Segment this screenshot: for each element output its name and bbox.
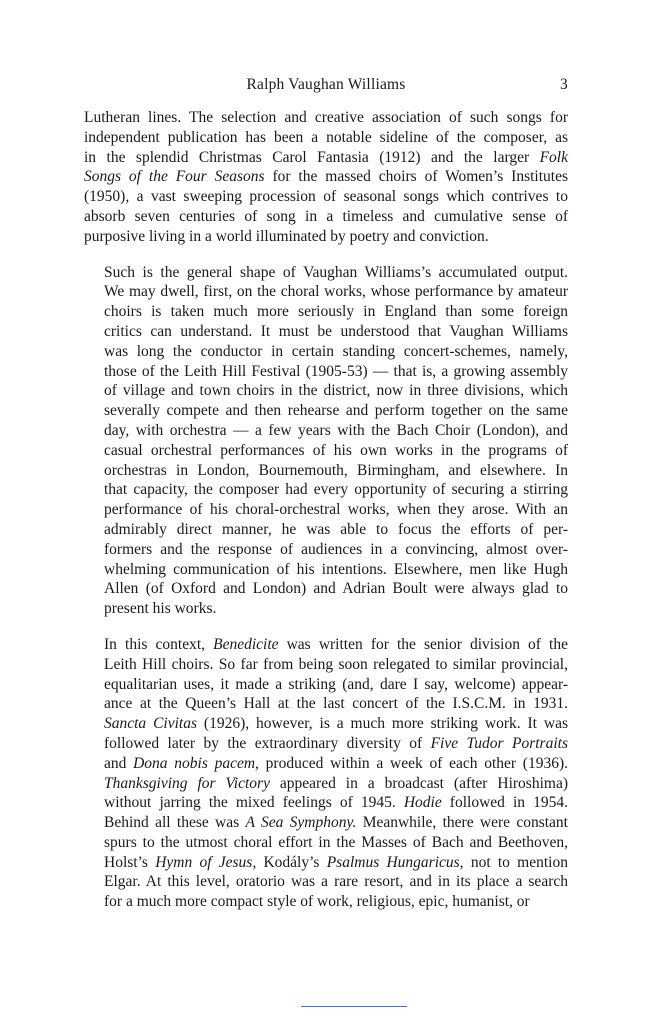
text-line: critics can understand. It must be understood that Vaughan Williams — [104, 322, 568, 340]
italic-title: Hodie — [403, 794, 442, 812]
running-title: Ralph Vaughan Williams — [246, 76, 406, 93]
paragraph-1 — [84, 108, 568, 247]
page-number: 3 — [560, 76, 568, 93]
italic-title: Benedicite — [213, 635, 279, 653]
paragraph-3 — [84, 635, 568, 912]
text-line: independent publication has been a notable sideline of the composer, as — [84, 128, 568, 146]
text-line: in the splendid Christmas Carol Fantasia (1912) and the larger Folk — [84, 148, 568, 166]
text-line: and Dona nobis pacem, produced within a week of each other (1936). — [104, 754, 568, 772]
book-page — [84, 76, 568, 912]
text-line: formers and the response of audiences in a convincing, almost over- — [104, 540, 568, 558]
text-line: present his works. — [104, 600, 217, 618]
italic-title: Sancta Civitas — [104, 715, 198, 733]
text-line: purposive living in a world illuminated by poetry and conviction. — [84, 227, 489, 245]
italic-title: Dona nobis pacem, — [133, 754, 259, 772]
text-line: without jarring the mixed feelings of 1945. Hodie followed in 1954. — [104, 794, 568, 812]
text-line: casual orchestral performances of his own works in the programs of — [104, 441, 568, 459]
text-line: Elgar. At this level, oratorio was a rare resort, and in its place a search — [104, 873, 568, 891]
text-line: We may dwell, first, on the choral works, whose performance by amateur — [104, 283, 568, 301]
text-line: was long the conductor in certain standing concert-schemes, namely, — [104, 342, 568, 360]
italic-title: Psalmus Hungaricus, — [326, 853, 464, 871]
text-line: Songs of the Four Seasons for the massed choirs of Women’s Institutes — [84, 168, 568, 186]
text-line: Such is the general shape of Vaughan Williams’s accumulated output. — [104, 263, 568, 281]
text-line: Holst’s Hymn of Jesus, Kodály’s Psalmus Hungaricus, not to mention — [104, 853, 568, 871]
text-line: admirably direct manner, he was able to focus the efforts of per- — [104, 520, 568, 538]
text-line: In this context, Benedicite was written for the senior division of the — [104, 635, 568, 653]
italic-title: Five Tudor Portraits — [430, 734, 568, 752]
paragraph-2 — [84, 263, 568, 619]
text-line: Allen (of Oxford and London) and Adrian Boult were always glad to — [104, 580, 568, 598]
text-line: Thanksgiving for Victory appeared in a broadcast (after Hiroshima) — [104, 774, 568, 792]
text-line: performance of his choral-orchestral works, when they arose. With an — [104, 501, 568, 519]
text-line: Leith Hill choirs. So far from being soon relegated to similar provincial, — [104, 655, 568, 673]
text-line: those of the Leith Hill Festival (1905-53) — that is, a growing assembly — [104, 362, 568, 380]
text-line: absorb seven centuries of song in a timeless and cumulative sense of — [84, 207, 568, 225]
text-line: Sancta Civitas (1926), however, is a much more striking work. It was — [104, 715, 568, 733]
text-line: whelming communication of his intentions. Elsewhere, men like Hugh — [104, 560, 568, 578]
text-line: for a much more compact style of work, religious, epic, humanist, or — [104, 893, 530, 911]
text-line: severally compete and then rehearse and perform together on the same — [104, 402, 568, 420]
italic-title: Folk — [539, 148, 568, 166]
italic-title: A Sea Symphony. — [245, 814, 357, 832]
italic-title: Songs of the Four Seasons — [84, 168, 265, 186]
italic-title: Thanksgiving for Victory — [104, 774, 270, 792]
text-line: followed later by the extraordinary diversity of Five Tudor Portraits — [104, 734, 568, 752]
text-line: Behind all these was A Sea Symphony. Meanwhile, there were constant — [104, 814, 568, 832]
text-line: equalitarian uses, it made a striking (and, dare I say, welcome) appear- — [104, 675, 568, 693]
text-line: Lutheran lines. The selection and creative association of such songs for — [84, 109, 568, 126]
text-line: that capacity, the composer had every opportunity of securing a stirring — [104, 481, 568, 499]
text-line: choirs is taken much more seriously in England than some foreign — [104, 303, 568, 321]
text-line: day, with orchestra — a few years with the Bach Choir (London), and — [104, 421, 568, 439]
running-head — [84, 76, 568, 98]
text-line: (1950), a vast sweeping procession of seasonal songs which contrives to — [84, 188, 568, 206]
italic-title: Hymn of Jesus, — [155, 853, 257, 871]
text-line: ance at the Queen’s Hall at the last concert of the I.S.C.M. in 1931. — [104, 695, 568, 713]
footer-link-rule — [301, 1006, 407, 1007]
text-line: orchestras in London, Bournemouth, Birmingham, and elsewhere. In — [104, 461, 568, 479]
text-line: of village and town choirs in the district, now in three divisions, which — [104, 382, 568, 400]
text-line: spurs to the utmost choral effort in the Masses of Bach and Beethoven, — [104, 833, 568, 851]
